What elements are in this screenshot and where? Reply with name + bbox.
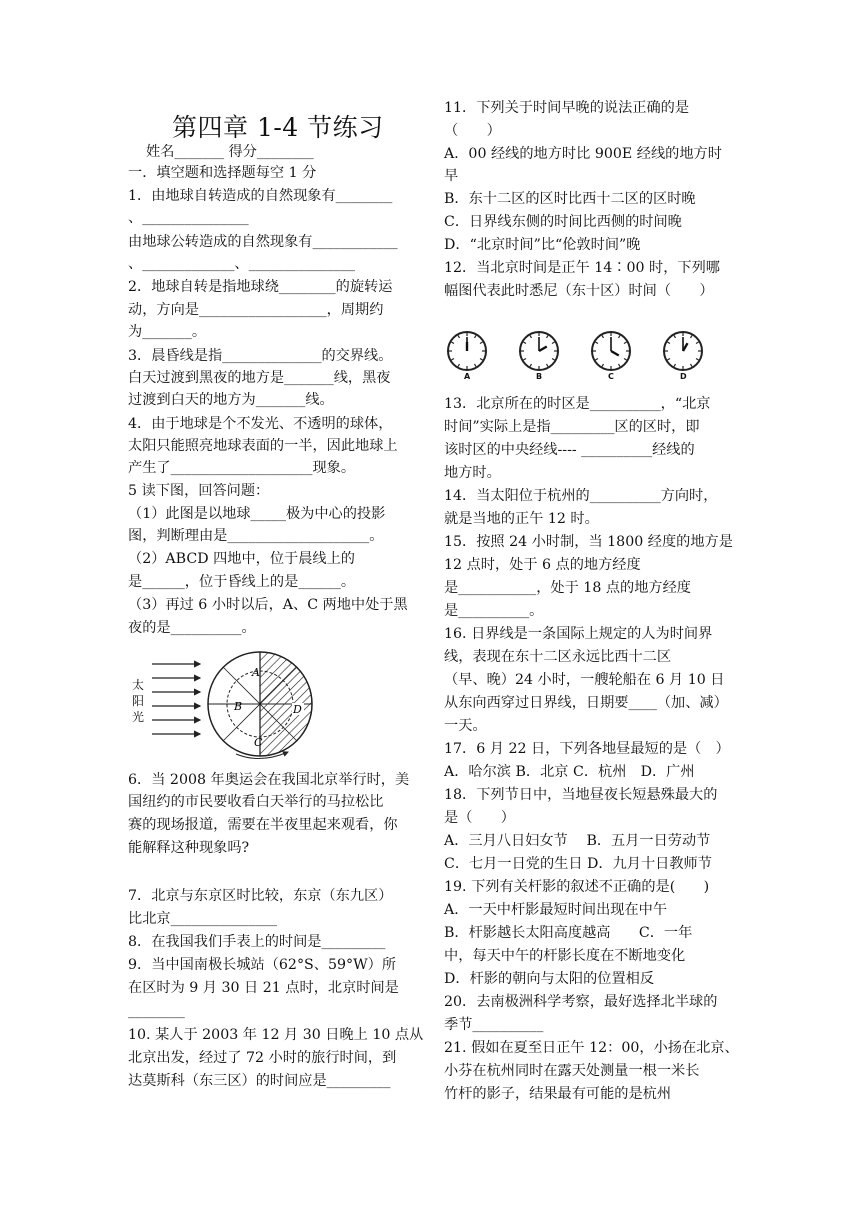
question-line: 由地球公转造成的自然现象有____________ [128, 234, 398, 250]
question-line: 图，判断理由是____________________。 [128, 528, 384, 544]
question-line: 季节__________ [444, 1017, 544, 1033]
question-line: 在区时为 9 月 30 日 21 点时，北京时间是 [128, 980, 399, 996]
question-line: 是（ ） [444, 810, 515, 826]
clock-option-b [516, 330, 562, 381]
question-line: 过渡到白天的地方为_______线。 [128, 392, 334, 408]
question-line: 为_______。 [128, 324, 207, 340]
question-line: 20．去南极洲科学考察，最好选择北半球的 [444, 994, 718, 1010]
question-line: 17．6 月 22 日，下列各地昼最短的是（ ） [444, 741, 730, 757]
question-line: D．“北京时间”比“伦敦时间”晚 [444, 237, 641, 253]
clock-option-a [444, 330, 490, 381]
question-line: 2．地球自转是指地球绕________的旋转运 [128, 279, 393, 295]
clock-face-icon [588, 330, 634, 372]
question-line: 白天过渡到黑夜的地方是_______线，黑夜 [128, 370, 391, 386]
question-line: 7．北京与东京区时比较，东京（东九区） [128, 888, 393, 904]
question-line: 夜的是__________。 [128, 620, 256, 636]
question-line: 14．当太阳位于杭州的__________方向时， [444, 488, 718, 504]
question-line: 线，表现在东十二区永远比西十二区 [444, 649, 672, 665]
question-line: 是__________。 [444, 603, 544, 619]
question-line: B．杆影越长太阳高度越高 C．一年 [444, 925, 693, 941]
question-line: 地方时。 [444, 465, 501, 481]
question-line: 3．晨昏线是指______________的交界线。 [128, 348, 393, 364]
question-line: 21. 假如在夏至日正午 12：00，小扬在北京、 [444, 1040, 739, 1056]
question-line: 15．按照 24 小时制，当 1800 经度的地方是 [444, 534, 733, 550]
question-line: 赛的现场报道，需要在半夜里起来观看，你 [128, 817, 398, 833]
clock-face-icon [660, 330, 706, 372]
clock-option-d [660, 330, 706, 381]
clock-option-label: D [680, 372, 687, 381]
question-line: 动，方向是__________________，周期约 [128, 302, 384, 318]
question-line: 12．当北京时间是正午 14∶00 时，下列哪 [444, 260, 720, 276]
question-line: 太阳只能照亮地球表面的一半，因此地球上 [128, 438, 398, 454]
question-line: 产生了____________________现象。 [128, 460, 356, 476]
earth-diagram-svg [128, 648, 348, 760]
question-line: 是___________，处于 18 点的地方经度 [444, 580, 691, 596]
earth-illumination-diagram [128, 648, 348, 760]
question-line: 一．填空题和选择题每空 1 分 [128, 165, 317, 181]
clock-option-label: C [608, 372, 614, 381]
question-line: ________ [128, 1003, 185, 1019]
point-d-label: D [293, 703, 302, 716]
question-line: 5 读下图，回答问题： [128, 483, 270, 499]
question-line: 16. 日界线是一条国际上规定的人为时间界 [444, 626, 713, 642]
question-line: 达莫斯科（东三区）的时间应是_________ [128, 1073, 391, 1089]
question-line: （2）ABCD 四地中，位于晨线上的 [128, 551, 355, 567]
question-line: 幅图代表此时悉尼（东十区）时间（ ） [444, 283, 714, 299]
question-line: （3）再过 6 小时以后，A、C 两地中处于黑 [128, 597, 408, 613]
question-line: 6．当 2008 年奥运会在我国北京举行时，美 [128, 772, 410, 788]
question-line: B．东十二区的区时比西十二区的区时晚 [444, 191, 696, 207]
question-line: A．三月八日妇女节 B．五月一日劳动节 [444, 833, 711, 849]
question-line: 小芬在杭州同时在露天处测量一根一米长 [444, 1063, 700, 1079]
question-line: （早、晚）24 小时，一艘轮船在 6 月 10 日 [444, 672, 725, 688]
question-line: （ ） [444, 123, 501, 139]
question-line: 9．当中国南极长城站（62°S、59°W）所 [128, 957, 397, 973]
question-line: 10. 某人于 2003 年 12 月 30 日晚上 10 点从 [128, 1027, 424, 1043]
question-line: 竹杆的影子，结果最有可能的是杭州 [444, 1086, 672, 1102]
sun-label-char: 光 [132, 710, 145, 724]
question-line: 、_______________ [128, 210, 249, 226]
question-line: 国纽约的市民要收看白天举行的马拉松比 [128, 794, 384, 810]
clock-face-icon [516, 330, 562, 372]
point-a-label: A [252, 666, 260, 679]
question-line: 18．下列节日中，当地昼夜长短悬殊最大的 [444, 787, 718, 803]
point-c-label: C [254, 736, 263, 749]
question-line: 19. 下列有关杆影的叙述不正确的是( ) [444, 879, 710, 895]
sun-label-char: 阳 [132, 694, 145, 708]
question-line: （1）此图是以地球_____极为中心的投影 [128, 506, 386, 522]
clock-options [444, 330, 734, 388]
question-line: 中，每天中午的杆影长度在不断地变化 [444, 948, 686, 964]
question-line: 就是当地的正午 12 时。 [444, 511, 599, 527]
question-line: 时间”实际上是指_________区的区时，即 [444, 419, 700, 435]
question-line: 一天。 [444, 718, 487, 734]
question-line: A．哈尔滨 B．北京 C．杭州 D．广州 [444, 764, 695, 780]
question-line: 12 点时，处于 6 点的地方经度 [444, 557, 641, 573]
question-line: 8．在我国我们手表上的时间是_________ [128, 934, 386, 950]
question-line: 北京出发，经过了 72 小时的旅行时间，到 [128, 1050, 397, 1066]
question-line: 从东向西穿过日界线，日期要____（加、减） [444, 695, 728, 711]
clock-option-label: A [464, 372, 471, 381]
question-line: 比北京_______________ [128, 911, 277, 927]
question-line: 是______，位于昏线上的是______。 [128, 574, 356, 590]
clock-option-c [588, 330, 634, 381]
question-line: C．日界线东侧的时间比西侧的时间晚 [444, 214, 682, 230]
clock-face-icon [444, 330, 490, 372]
question-line: 该时区的中央经线---- __________经线的 [444, 442, 695, 458]
question-line: 11．下列关于时间早晚的说法正确的是 [444, 100, 690, 116]
point-b-label: B [234, 700, 243, 713]
question-line: 早 [444, 168, 459, 184]
question-line: D．杆影的朝向与太阳的位置相反 [444, 971, 655, 987]
sun-label-char: 太 [132, 678, 145, 692]
question-line: 能解释这种现象吗? [128, 840, 250, 856]
page-title: 第四章 1-4 节练习 [172, 113, 384, 142]
question-line: 4．由于地球是个不发光、不透明的球体， [128, 416, 393, 432]
sunlight-arrows [152, 664, 200, 734]
question-line: A．一天中杆影最短时间出现在中午 [444, 902, 668, 918]
question-line: 姓名_______ 得分________ [146, 144, 314, 160]
clock-option-label: B [536, 372, 543, 381]
question-line: C．七月一日党的生日 D．九月十日教师节 [444, 856, 712, 872]
question-line: 、_____________、_______________ [128, 256, 356, 272]
question-line: 1．由地球自转造成的自然现象有________ [128, 188, 393, 204]
question-line: 13．北京所在的时区是__________，“北京 [444, 396, 711, 412]
question-line: A．00 经线的地方时比 900E 经线的地方时 [444, 146, 722, 162]
